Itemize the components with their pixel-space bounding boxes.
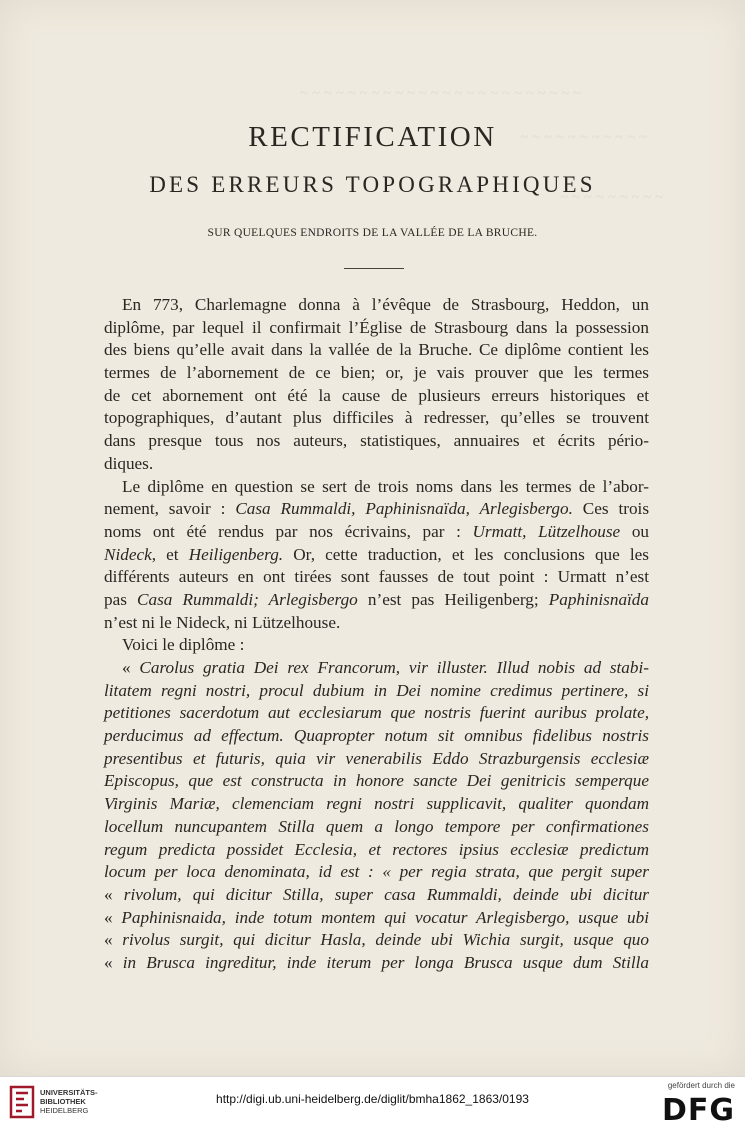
italic-text: rivolus surgit, qui dicitur Hasla, deinde ubi Wichia surgit, usque quo (122, 930, 649, 950)
text-span: topographiques, d’autant plus difficiles à redresser, qu’elles se trouvent (104, 408, 649, 428)
text-span: Or, cette traduction, et les conclusions que les (283, 544, 649, 564)
bleed-through-text: ~ ~ ~ ~ ~ ~ ~ ~ ~ ~ ~ ~ ~ ~ ~ ~ ~ ~ ~ ~ ~ ~ ~ ~ (300, 86, 582, 102)
italic-text: presentibus et futuris, quia vir venerabilis Eddo Strazburgensis ecclesiæ (104, 748, 649, 768)
text-line (104, 544, 649, 567)
italic-text: Paphinisnaida, inde totum montem qui vocatur Arlegisbergo, usque ubi (121, 907, 650, 927)
text-line (104, 839, 649, 862)
text-line (104, 702, 649, 725)
italic-text: petitiones sacerdotum aut ecclesiarum que nostris fuerint auribus prolate, (104, 703, 649, 723)
text-span: « (104, 907, 122, 927)
text-span: nement, savoir : (104, 499, 236, 519)
funding-caption: gefördert durch die (667, 1081, 735, 1090)
italic-text: Heiligenberg. (188, 544, 284, 564)
text-span: différents auteurs en ont tirées sont fausses de tout point : Urmatt n’est (104, 567, 649, 587)
italic-text: locum per loca denominata, id est : « (104, 862, 400, 882)
italic-text: Casa Rummaldi, Paphinisnaïda, Arlegisbergo. (235, 499, 573, 519)
page-title: RECTIFICATION (248, 121, 497, 153)
italic-text: litatem regni nostri, procul dubium in Dei nomine credimus pertinere, si (104, 680, 649, 700)
article-body (104, 294, 649, 975)
library-name-line: BIBLIOTHEK (40, 1097, 86, 1106)
page-subsubtitle: SUR QUELQUES ENDROITS DE LA VALLÉE DE LA BRUCHE. (207, 227, 538, 239)
italic-text: Urmatt, Lützelhouse (472, 521, 621, 541)
text-span: « (104, 952, 123, 972)
text-line (104, 407, 649, 430)
text-line (104, 317, 649, 340)
dfg-logo: DFG (661, 1093, 735, 1128)
text-span: des biens qu’elle avait dans la vallée de la Bruche. Ce diplôme contient les (104, 340, 649, 360)
text-line (104, 476, 649, 499)
library-name-line: UNIVERSITÄTS- (40, 1088, 98, 1097)
italic-text: in Brusca ingreditur, inde iterum per longa Brusca usque dum Stilla (122, 952, 649, 972)
text-span: « (122, 658, 140, 677)
text-line (104, 385, 649, 408)
text-span: En 773, Charlemagne donna à l’évêque de Strasbourg, Heddon, un (122, 295, 649, 314)
italic-text: locellum nuncupantem Stilla quem a longo tempore per confirmationes (104, 816, 649, 836)
text-line (104, 748, 649, 771)
text-line (104, 362, 649, 385)
italic-text: Casa Rummaldi; Arlegisbergo (137, 589, 358, 609)
text-line (104, 952, 649, 975)
text-span: pas (104, 589, 138, 609)
source-url-link[interactable]: http://digi.ub.uni-heidelberg.de/diglit/bmha1862_1863/0193 (216, 1092, 529, 1106)
italic-text: Virginis Mariæ, clemenciam regni nostri supplicavit, qualiter quondam (104, 794, 649, 814)
italic-text: per regia strata, que pergit super (399, 862, 649, 882)
italic-text: Nideck (104, 544, 152, 564)
text-span: « (104, 884, 124, 904)
text-line (104, 861, 649, 884)
bleed-through-text: ~ ~ ~ ~ ~ ~ ~ ~ ~ (560, 190, 664, 206)
text-span: n’est pas Heiligenberg; (357, 589, 549, 609)
text-line (104, 498, 649, 521)
text-line (104, 725, 649, 748)
text-line (104, 929, 649, 952)
text-line (104, 430, 649, 453)
text-line (104, 521, 649, 544)
text-line (104, 589, 649, 612)
text-span: dans presque tous nos auteurs, statistiques, annuaires et écrits pério- (104, 431, 649, 451)
text-line (104, 793, 649, 816)
text-line (104, 634, 649, 657)
text-span: termes de l’abornement de ce bien; or, je vais prouver que les termes (104, 363, 649, 383)
text-line (104, 612, 649, 635)
digitization-footer (0, 1076, 745, 1130)
text-span: , et (151, 544, 189, 564)
italic-text: rivolum, qui dicitur Stilla, super casa Rummaldi, deinde ubi dicitur (123, 884, 649, 904)
text-span: noms ont été rendus par nos écrivains, par : (104, 521, 473, 541)
text-line (104, 884, 649, 907)
text-line (104, 907, 649, 930)
italic-text: perducimus ad effectum. Quapropter notum sit omnibus fidelibus nostris (104, 726, 649, 746)
library-name-line: HEIDELBERG (40, 1106, 89, 1115)
text-line (104, 339, 649, 362)
text-line (104, 566, 649, 589)
italic-text: Episcopus, que est constructa in honore sancte Dei genitricis semperque (104, 771, 649, 791)
italic-text: Paphinisnaïda (548, 589, 649, 609)
italic-text: regum predicta possidet Ecclesia, et rectores ipsius ecclesiæ predictum (104, 839, 649, 859)
text-line (104, 657, 649, 680)
italic-text: Carolus gratia Dei rex Francorum, vir illuster. Illud nobis ad stabi- (139, 658, 649, 677)
title-divider (344, 268, 404, 269)
text-span: ou (620, 521, 650, 541)
text-line (104, 453, 649, 476)
text-span: diplôme, par lequel il confirmait l’Église de Strasbourg dans la possession (104, 317, 649, 337)
text-line (104, 294, 649, 317)
text-span: de cet abornement ont été la cause de plusieurs erreurs historiques et (104, 385, 649, 405)
text-span: Ces trois (572, 499, 650, 519)
page-subtitle: DES ERREURS TOPOGRAPHIQUES (149, 172, 596, 197)
text-span: diques. (104, 453, 154, 473)
text-span: Le diplôme en question se sert de trois noms dans les termes de l’abor- (122, 476, 649, 496)
bleed-through-text: ~ ~ ~ ~ ~ ~ ~ ~ ~ ~ ~ (520, 130, 647, 146)
text-span: Voici le diplôme : (122, 635, 245, 655)
text-line (104, 770, 649, 793)
text-line (104, 680, 649, 703)
text-line (104, 816, 649, 839)
text-span: n’est ni le Nideck, ni Lützelhouse. (104, 612, 341, 632)
text-span: « (104, 930, 123, 950)
